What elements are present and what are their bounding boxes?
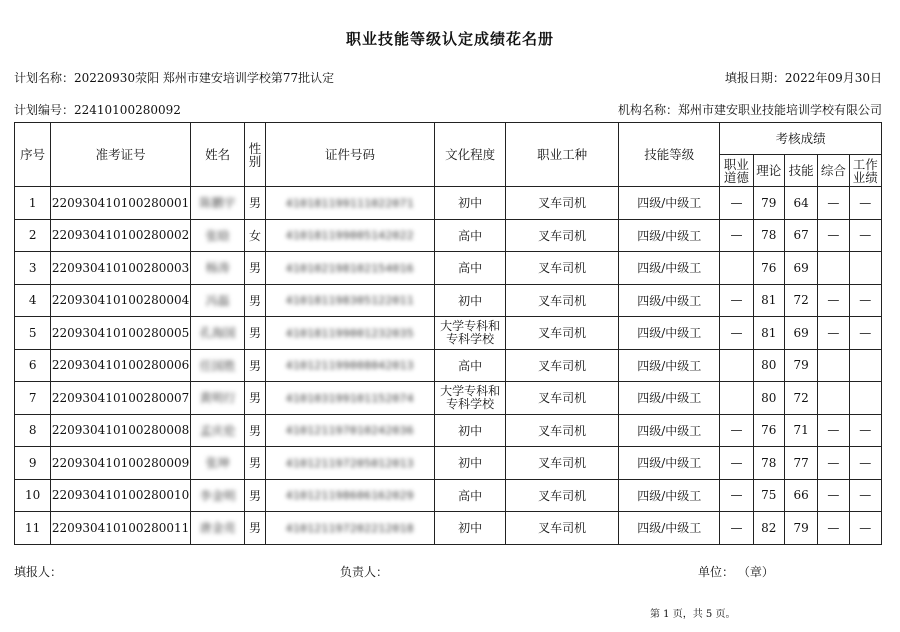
person-in-charge-label: 负责人： xyxy=(340,565,389,579)
row-id-no-value: 410121197205012013 xyxy=(285,456,415,470)
row-gender: 男 xyxy=(245,187,265,220)
row-level: 四级/中级工 xyxy=(619,284,720,317)
row-overall xyxy=(818,252,849,285)
row-level: 四级/中级工 xyxy=(619,512,720,545)
row-id-no xyxy=(265,382,435,415)
row-name xyxy=(190,349,245,382)
header-id-no: 证件号码 xyxy=(265,123,435,187)
row-ethics xyxy=(720,252,753,285)
row-level: 四级/中级工 xyxy=(619,187,720,220)
roster-body xyxy=(15,187,882,545)
row-occupation: 叉车司机 xyxy=(506,382,619,415)
row-gender: 男 xyxy=(245,317,265,350)
row-theory: 80 xyxy=(753,349,784,382)
row-education: 高中 xyxy=(435,479,506,512)
header-gender: 性别 xyxy=(245,123,265,187)
row-performance: — xyxy=(849,219,881,252)
row-skill: 79 xyxy=(784,349,817,382)
header-scores: 考核成绩 xyxy=(720,123,882,155)
row-gender: 男 xyxy=(245,447,265,480)
row-name-value: 张晗 xyxy=(205,228,230,243)
row-seq: 5 xyxy=(15,317,51,350)
row-id-no xyxy=(265,317,435,350)
row-theory: 76 xyxy=(753,252,784,285)
row-level: 四级/中级工 xyxy=(619,479,720,512)
row-occupation: 叉车司机 xyxy=(506,512,619,545)
row-name xyxy=(190,479,245,512)
row-exam-no: 220930410100280006 xyxy=(51,349,190,382)
row-overall: — xyxy=(818,479,849,512)
row-performance: — xyxy=(849,512,881,545)
row-theory: 76 xyxy=(753,414,784,447)
row-exam-no: 220930410100280002 xyxy=(51,219,190,252)
row-seq: 2 xyxy=(15,219,51,252)
row-exam-no: 220930410100280007 xyxy=(51,382,190,415)
page-indicator: 第 1 页，共 5 页。 xyxy=(650,609,736,620)
row-level: 四级/中级工 xyxy=(619,349,720,382)
row-education: 高中 xyxy=(435,219,506,252)
table-row xyxy=(15,447,882,480)
row-education: 大学专科和专科学校 xyxy=(435,317,506,350)
row-skill: 67 xyxy=(784,219,817,252)
row-occupation: 叉车司机 xyxy=(506,187,619,220)
row-name-value: 任国胜 xyxy=(199,358,236,373)
row-gender: 女 xyxy=(245,219,265,252)
row-ethics: — xyxy=(720,447,753,480)
row-level: 四级/中级工 xyxy=(619,252,720,285)
row-theory: 81 xyxy=(753,317,784,350)
header-performance: 工作业绩 xyxy=(849,155,881,187)
row-education: 初中 xyxy=(435,187,506,220)
row-education: 初中 xyxy=(435,512,506,545)
row-overall: — xyxy=(818,512,849,545)
row-name-value: 杨涛 xyxy=(205,261,230,276)
row-exam-no: 220930410100280001 xyxy=(51,187,190,220)
row-performance xyxy=(849,349,881,382)
row-exam-no: 220930410100280005 xyxy=(51,317,190,350)
row-level: 四级/中级工 xyxy=(619,219,720,252)
row-exam-no: 220930410100280011 xyxy=(51,512,190,545)
score-roster-table xyxy=(14,122,882,545)
row-name xyxy=(190,382,245,415)
row-skill: 72 xyxy=(784,382,817,415)
header-occupation: 职业工种 xyxy=(506,123,619,187)
table-row xyxy=(15,479,882,512)
row-name-value: 孟庆伦 xyxy=(199,423,236,438)
row-name-value: 张坤 xyxy=(205,456,230,471)
row-id-no-value: 410103199101152074 xyxy=(285,391,415,405)
row-gender: 男 xyxy=(245,382,265,415)
row-name xyxy=(190,414,245,447)
table-row xyxy=(15,512,882,545)
table-row xyxy=(15,284,882,317)
row-id-no xyxy=(265,284,435,317)
table-row xyxy=(15,317,882,350)
row-seq: 7 xyxy=(15,382,51,415)
row-performance: — xyxy=(849,447,881,480)
row-id-no xyxy=(265,187,435,220)
row-occupation: 叉车司机 xyxy=(506,219,619,252)
row-id-no-value: 410181198305122011 xyxy=(285,294,415,308)
row-seq: 8 xyxy=(15,414,51,447)
row-id-no xyxy=(265,219,435,252)
header-ethics: 职业道德 xyxy=(720,155,753,187)
header-seq: 序号 xyxy=(15,123,51,187)
row-ethics: — xyxy=(720,479,753,512)
row-occupation: 叉车司机 xyxy=(506,447,619,480)
row-name-value: 黄明行 xyxy=(199,391,236,406)
row-name-value: 唐金亮 xyxy=(199,521,236,536)
table-row xyxy=(15,252,882,285)
row-performance: — xyxy=(849,284,881,317)
row-id-no-value: 410181199001232035 xyxy=(285,326,415,340)
row-id-no xyxy=(265,512,435,545)
row-exam-no: 220930410100280003 xyxy=(51,252,190,285)
row-education: 初中 xyxy=(435,447,506,480)
row-overall: — xyxy=(818,284,849,317)
row-id-no xyxy=(265,479,435,512)
header-overall: 综合 xyxy=(818,155,849,187)
row-name-value: 孔海国 xyxy=(199,326,236,341)
plan-name: 计划名称：20220930荥阳 郑州市建安培训学校第77批认定 xyxy=(14,71,335,85)
row-education: 初中 xyxy=(435,414,506,447)
row-level: 四级/中级工 xyxy=(619,447,720,480)
row-performance: — xyxy=(849,414,881,447)
row-level: 四级/中级工 xyxy=(619,414,720,447)
row-skill: 77 xyxy=(784,447,817,480)
row-gender: 男 xyxy=(245,512,265,545)
row-id-no-value: 410102198102154016 xyxy=(285,261,415,275)
row-skill: 64 xyxy=(784,187,817,220)
row-overall: — xyxy=(818,187,849,220)
row-occupation: 叉车司机 xyxy=(506,317,619,350)
row-name xyxy=(190,187,245,220)
row-gender: 男 xyxy=(245,479,265,512)
row-theory: 82 xyxy=(753,512,784,545)
row-seq: 10 xyxy=(15,479,51,512)
header-skill: 技能 xyxy=(784,155,817,187)
row-name xyxy=(190,284,245,317)
row-education: 高中 xyxy=(435,349,506,382)
row-skill: 72 xyxy=(784,284,817,317)
filler-label: 填报人： xyxy=(14,565,63,579)
row-skill: 69 xyxy=(784,252,817,285)
row-performance xyxy=(849,252,881,285)
row-theory: 81 xyxy=(753,284,784,317)
row-occupation: 叉车司机 xyxy=(506,252,619,285)
row-gender: 男 xyxy=(245,349,265,382)
row-id-no-value: 410121197202212018 xyxy=(285,521,415,535)
row-id-no-value: 410181199111022071 xyxy=(285,196,415,210)
row-id-no xyxy=(265,349,435,382)
header-level: 技能等级 xyxy=(619,123,720,187)
row-id-no xyxy=(265,414,435,447)
row-seq: 6 xyxy=(15,349,51,382)
row-level: 四级/中级工 xyxy=(619,317,720,350)
row-ethics: — xyxy=(720,219,753,252)
row-exam-no: 220930410100280009 xyxy=(51,447,190,480)
row-performance: — xyxy=(849,187,881,220)
row-seq: 9 xyxy=(15,447,51,480)
row-occupation: 叉车司机 xyxy=(506,414,619,447)
row-ethics: — xyxy=(720,187,753,220)
header-exam-no: 准考证号 xyxy=(51,123,190,187)
table-row xyxy=(15,187,882,220)
row-skill: 69 xyxy=(784,317,817,350)
row-ethics: — xyxy=(720,512,753,545)
row-name xyxy=(190,447,245,480)
row-performance xyxy=(849,382,881,415)
row-ethics: — xyxy=(720,317,753,350)
row-overall xyxy=(818,349,849,382)
row-education: 大学专科和专科学校 xyxy=(435,382,506,415)
row-performance: — xyxy=(849,479,881,512)
row-performance: — xyxy=(849,317,881,350)
row-skill: 79 xyxy=(784,512,817,545)
row-exam-no: 220930410100280008 xyxy=(51,414,190,447)
header-education: 文化程度 xyxy=(435,123,506,187)
row-overall: — xyxy=(818,317,849,350)
row-gender: 男 xyxy=(245,284,265,317)
report-date: 填报日期：2022年09月30日 xyxy=(724,71,882,85)
row-overall: — xyxy=(818,414,849,447)
row-id-no-value: 410181199005142022 xyxy=(285,229,415,243)
organization-name: 机构名称：郑州市建安职业技能培训学校有限公司 xyxy=(617,103,882,117)
row-seq: 4 xyxy=(15,284,51,317)
row-seq: 3 xyxy=(15,252,51,285)
row-ethics xyxy=(720,382,753,415)
row-gender: 男 xyxy=(245,414,265,447)
row-occupation: 叉车司机 xyxy=(506,349,619,382)
row-id-no-value: 410121198606162029 xyxy=(285,489,415,503)
row-skill: 66 xyxy=(784,479,817,512)
row-gender: 男 xyxy=(245,252,265,285)
unit-seal-label: 单位： （章） xyxy=(698,565,774,579)
header-name: 姓名 xyxy=(190,123,245,187)
header-theory: 理论 xyxy=(753,155,784,187)
row-name-value: 李金明 xyxy=(199,488,236,503)
row-occupation: 叉车司机 xyxy=(506,479,619,512)
row-id-no-value: 410121199008042013 xyxy=(285,359,415,373)
row-overall xyxy=(818,382,849,415)
row-theory: 80 xyxy=(753,382,784,415)
table-row xyxy=(15,414,882,447)
row-ethics: — xyxy=(720,284,753,317)
row-exam-no: 220930410100280010 xyxy=(51,479,190,512)
row-education: 初中 xyxy=(435,284,506,317)
row-skill: 71 xyxy=(784,414,817,447)
row-overall: — xyxy=(818,219,849,252)
row-overall: — xyxy=(818,447,849,480)
row-ethics xyxy=(720,349,753,382)
row-theory: 78 xyxy=(753,447,784,480)
document-title: 职业技能等级认定成绩花名册 xyxy=(345,30,554,48)
row-id-no xyxy=(265,447,435,480)
row-level: 四级/中级工 xyxy=(619,382,720,415)
row-name xyxy=(190,252,245,285)
row-education: 高中 xyxy=(435,252,506,285)
table-row xyxy=(15,219,882,252)
row-id-no-value: 410121197010242036 xyxy=(285,424,415,438)
row-name xyxy=(190,512,245,545)
table-row xyxy=(15,349,882,382)
row-id-no xyxy=(265,252,435,285)
row-name-value: 陈鹏宇 xyxy=(199,196,236,211)
row-name-value: 冯磊 xyxy=(205,293,230,308)
row-occupation: 叉车司机 xyxy=(506,284,619,317)
row-theory: 79 xyxy=(753,187,784,220)
row-theory: 78 xyxy=(753,219,784,252)
row-name xyxy=(190,317,245,350)
table-row xyxy=(15,382,882,415)
row-exam-no: 220930410100280004 xyxy=(51,284,190,317)
row-theory: 75 xyxy=(753,479,784,512)
row-seq: 1 xyxy=(15,187,51,220)
row-seq: 11 xyxy=(15,512,51,545)
row-name xyxy=(190,219,245,252)
plan-number: 计划编号：22410100280092 xyxy=(14,103,181,117)
row-ethics: — xyxy=(720,414,753,447)
